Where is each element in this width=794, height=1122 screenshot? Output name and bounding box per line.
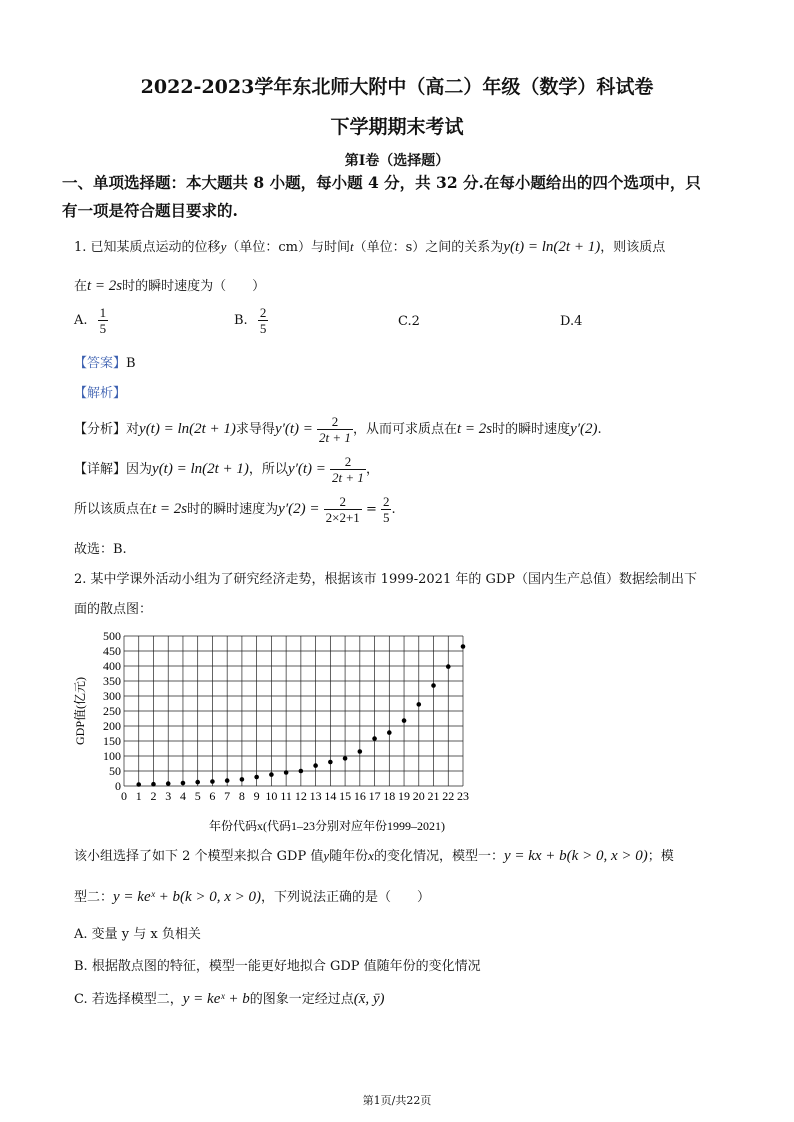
data-point xyxy=(313,763,318,768)
section-heading-line2: 有一项是符合题目要求的. xyxy=(62,201,238,220)
data-point xyxy=(166,781,171,786)
chart-y-ticks xyxy=(103,629,121,793)
x-tick-label: 3 xyxy=(165,789,172,803)
data-point xyxy=(284,770,289,775)
x-tick-label: 21 xyxy=(427,789,440,803)
data-point xyxy=(446,664,451,669)
data-point xyxy=(269,772,274,777)
chart-grid xyxy=(124,636,463,786)
q1-option-d: D.4 xyxy=(560,314,583,329)
q2-stem-line2: 面的散点图： xyxy=(74,602,153,617)
y-tick-label: 350 xyxy=(103,674,121,688)
q1-explain-tag: 【解析】 xyxy=(74,386,127,401)
data-point xyxy=(225,778,230,783)
x-tick-label: 9 xyxy=(253,789,260,803)
x-tick-label: 0 xyxy=(121,789,127,803)
data-point xyxy=(299,769,304,774)
y-tick-label: 150 xyxy=(103,734,121,748)
x-tick-label: 7 xyxy=(224,789,231,803)
x-tick-label: 18 xyxy=(383,789,396,803)
data-point xyxy=(387,730,392,735)
q1-conclusion: 故选：B. xyxy=(74,542,127,557)
y-tick-label: 100 xyxy=(103,749,121,763)
y-tick-label: 50 xyxy=(109,764,121,778)
x-tick-label: 1 xyxy=(135,789,142,803)
q2-option-b: B. 根据散点图的特征，模型一能更好地拟合 GDP 值随年份的变化情况 xyxy=(74,959,481,974)
x-tick-label: 12 xyxy=(294,789,307,803)
y-tick-label: 0 xyxy=(115,779,121,793)
q1-detail-line2: 所以该质点在t = 2s时的瞬时速度为y′(2) = $\frac{2}{2\times 2+1}$ = $\frac{2}{5}$ . xyxy=(74,494,396,525)
y-tick-label: 300 xyxy=(103,689,121,703)
q1-answer: 【答案】B xyxy=(74,356,136,371)
x-tick-label: 20 xyxy=(412,789,425,803)
x-tick-label: 11 xyxy=(280,789,292,803)
data-point xyxy=(151,782,156,787)
q2-model-line2: 型二：y = keˣ + b(k > 0, x > 0)，下列说法正确的是（ ） xyxy=(74,889,431,905)
data-point xyxy=(328,760,333,765)
x-tick-label: 8 xyxy=(238,789,245,803)
y-tick-label: 500 xyxy=(103,629,121,643)
exam-subtitle: 下学期期末考试 xyxy=(330,116,464,138)
data-point xyxy=(343,756,348,761)
x-tick-label: 13 xyxy=(309,789,322,803)
data-point xyxy=(254,775,259,780)
q1-option-c: C.2 xyxy=(398,314,420,329)
q2-option-a: A. 变量 y 与 x 负相关 xyxy=(74,927,201,942)
data-point xyxy=(461,644,466,649)
x-tick-label: 16 xyxy=(353,789,366,803)
data-point xyxy=(181,781,186,786)
data-point xyxy=(195,780,200,785)
x-tick-label: 2 xyxy=(150,789,157,803)
data-point xyxy=(358,749,363,754)
data-point xyxy=(372,736,377,741)
x-tick-label: 6 xyxy=(209,789,216,803)
data-point xyxy=(416,702,421,707)
section-heading-line1: 一、单项选择题：本大题共 8 小题，每小题 4 分，共 32 分.在每小题给出的四个选项中，只 xyxy=(62,173,701,192)
data-point xyxy=(240,777,245,782)
gdp-scatter-chart xyxy=(70,626,490,836)
q1-analysis: 【分析】对y(t) = ln(2t + 1)求导得y′(t) = $\frac{2}{2t + 1}$ ，从而可求质点在t = 2s时的瞬时速度y′(2). xyxy=(74,414,602,445)
data-point xyxy=(431,683,436,688)
exam-title: 2022-2023学年东北师大附中（高二）年级（数学）科试卷 xyxy=(140,76,654,98)
data-point xyxy=(136,782,141,787)
x-tick-label: 15 xyxy=(339,789,352,803)
x-tick-label: 23 xyxy=(457,789,469,803)
chart-y-label: GDP值(亿元) xyxy=(73,677,87,745)
q1-stem-line1: 1. 已知某质点运动的位移y（单位：cm）与时间t（单位：s）之间的关系为y(t) = ln(2t + 1)，则该质点 xyxy=(74,239,666,255)
data-point xyxy=(210,779,215,784)
x-tick-label: 10 xyxy=(265,789,278,803)
x-tick-label: 4 xyxy=(179,789,186,803)
y-tick-label: 200 xyxy=(103,719,121,733)
q1-stem-line2: 在t = 2s时的瞬时速度为（ ） xyxy=(74,278,266,294)
part-heading: 第I卷（选择题） xyxy=(344,153,450,169)
q2-stem-line1: 2. 某中学课外活动小组为了研究经济走势，根据该市 1999-2021 年的 GDP（国内生产总值）数据绘制出下 xyxy=(74,572,698,587)
q2-option-c: C. 若选择模型二，y = keˣ + b的图象一定经过点(x̄, ȳ) xyxy=(74,991,385,1007)
q1-option-b: B. $\frac{2}{5}$ xyxy=(234,305,267,336)
q2-model-line1: 该小组选择了如下 2 个模型来拟合 GDP 值y随年份x的变化情况，模型一：y = kx + b(k > 0, x > 0)；模 xyxy=(74,848,674,864)
y-tick-label: 400 xyxy=(103,659,121,673)
x-tick-label: 14 xyxy=(324,789,337,803)
data-point xyxy=(402,718,407,723)
x-tick-label: 22 xyxy=(442,789,455,803)
y-tick-label: 450 xyxy=(103,644,121,658)
q1-option-a: A. $\frac{1}{5}$ xyxy=(74,305,107,336)
y-tick-label: 250 xyxy=(103,704,121,718)
page-footer: 第1页/共22页 xyxy=(362,1094,432,1107)
x-tick-label: 17 xyxy=(368,789,381,803)
x-tick-label: 19 xyxy=(398,789,411,803)
q1-detail: 【详解】因为y(t) = ln(2t + 1)，所以y′(t) = $\frac{2}{2t + 1}$ ， xyxy=(74,454,379,485)
chart-x-label: 年份代码x(代码1–23分别对应年份1999–2021) xyxy=(209,819,445,833)
chart-x-ticks xyxy=(121,789,469,803)
x-tick-label: 5 xyxy=(194,789,201,803)
